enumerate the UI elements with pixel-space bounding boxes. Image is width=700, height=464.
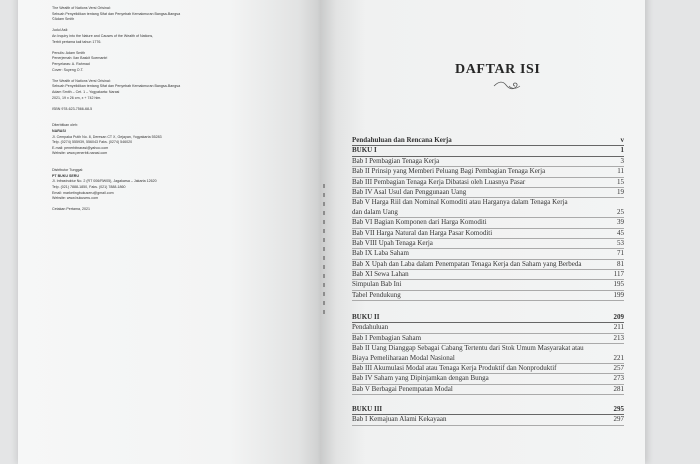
toc-entry-page: 297 bbox=[613, 415, 624, 424]
ornament-swirl-icon bbox=[492, 80, 522, 92]
copyright-line: E-mail: penerbitnarasi@yahoo.com bbox=[52, 145, 109, 150]
toc-entry-title: Bab IV Asal Usul dan Penggunaan Uang bbox=[352, 187, 467, 196]
copyright-line: Sebuah Penyelidikan tentang Sifat dan Penyebab Kemakmuran Bangsa-Bangsa bbox=[52, 84, 181, 89]
toc-entry-page: 81 bbox=[617, 259, 624, 268]
toc-entry bbox=[352, 374, 624, 384]
copyright-line: Judul Asli: bbox=[52, 28, 69, 33]
toc-entry-title: Bab VI Bagian Komponen dari Harga Komoditi bbox=[352, 218, 487, 227]
toc-entry-title: BUKU I bbox=[352, 146, 377, 155]
toc-entry-title: BUKU II bbox=[352, 313, 380, 321]
toc-entry-title: Bab I Pembagian Tenaga Kerja bbox=[352, 156, 440, 165]
toc-entry-title: Bab XI Sewa Lahan bbox=[352, 270, 409, 279]
copyright-line: Terbit pertama kali tahun 1776. bbox=[52, 39, 102, 44]
toc-entry bbox=[352, 146, 624, 156]
toc-entry-title: Bab X Upah dan Laba dalam Penempatan Tenaga Kerja dan Saham yang Berbeda bbox=[352, 259, 582, 268]
toc-section-buku-3 bbox=[352, 405, 624, 426]
toc-entry bbox=[352, 323, 624, 333]
toc-entry-page: 213 bbox=[613, 333, 624, 342]
toc-entry-title: Bab V Berbagai Penempatan Modal bbox=[352, 384, 453, 393]
toc-entry-page: 25 bbox=[617, 207, 624, 216]
copyright-line: The Wealth of Nations Versi Orisinal: bbox=[52, 6, 111, 10]
copyright-line: ©Adam Smith bbox=[52, 17, 75, 22]
toc-entry bbox=[352, 344, 624, 353]
toc-title: DAFTAR ISI bbox=[455, 62, 541, 77]
toc-section-buku-2 bbox=[352, 313, 624, 395]
toc-entry bbox=[352, 313, 624, 323]
copyright-line: 2021, 19 x 26 cm, x + 742 hlm. bbox=[52, 95, 102, 100]
toc-entry-page: 19 bbox=[617, 187, 624, 196]
copyright-line: Cover: Suyeng O.T. bbox=[52, 67, 84, 72]
toc-entry-title: Bab I Kemajuan Alami Kekayaan bbox=[352, 415, 447, 424]
toc-entry-title: Bab III Akumulasi Modal atau Tenaga Kerja Produktif dan Nonproduktif bbox=[352, 363, 557, 372]
copyright-line: Jl. Infrastruktur No. 2 (RT 006/RW05), Jagakarsa – Jakarta 12620 bbox=[52, 179, 157, 184]
toc-entry-page: 199 bbox=[613, 290, 624, 299]
toc-entry bbox=[352, 405, 624, 415]
toc-entry bbox=[352, 260, 624, 270]
toc-entry-page: 211 bbox=[613, 323, 624, 332]
copyright-line: Cetakan Pertama, 2021 bbox=[52, 207, 90, 212]
toc-entry-page: 15 bbox=[617, 177, 624, 186]
toc-entry-page: 117 bbox=[613, 270, 624, 279]
toc-entry bbox=[352, 270, 624, 280]
toc-entry bbox=[352, 415, 624, 425]
copyright-line: ISBN 978-623-7566-68-5 bbox=[52, 106, 93, 111]
toc-entry bbox=[352, 385, 624, 395]
toc-entry bbox=[352, 354, 624, 364]
toc-entry-title: Bab II Uang Dianggap Sebagai Cabang Tertentu dari Stok Umum Masyarakat atau bbox=[352, 344, 584, 353]
copyright-line: Telp. (021) 7888-1850, Faks. (021) 7888-1860 bbox=[52, 185, 126, 189]
toc-entry-page: 39 bbox=[617, 218, 624, 227]
toc-entry bbox=[352, 167, 624, 177]
copyright-line: Website: www.penerbit-narasi.com bbox=[52, 151, 108, 156]
copyright-line: Penulis: Adam Smith bbox=[52, 50, 86, 55]
copyright-text-block bbox=[52, 6, 202, 213]
toc-entry-title: Bab VIII Upah Tenaga Kerja bbox=[352, 238, 433, 247]
toc-entry bbox=[352, 229, 624, 239]
toc-entry-page: 1 bbox=[620, 146, 624, 155]
toc-entry bbox=[352, 136, 624, 146]
toc-section-intro-buku-1 bbox=[352, 136, 624, 301]
toc-entry-title: Biaya Pemeliharaan Modal Nasional bbox=[352, 353, 455, 362]
toc-entry bbox=[352, 239, 624, 249]
copyright-line: Penerjemah: Ilan Baskit Soemantri bbox=[52, 56, 108, 61]
toc-entry-title: dan dalam Uang bbox=[352, 207, 398, 216]
toc-entry-title: Simpulan Bab Ini bbox=[352, 280, 402, 289]
copyright-line: Jl. Cempaka Putih No. 8, Deresan CT X, Gejayan, Yogyakarta 55283 bbox=[52, 134, 162, 139]
toc-entry-title: Bab III Pembagian Tenaga Kerja Dibatasi oleh Luasnya Pasar bbox=[352, 177, 526, 186]
toc-entry bbox=[352, 291, 624, 301]
toc-entry bbox=[352, 334, 624, 344]
toc-entry bbox=[352, 218, 624, 228]
copyright-line: NARASI bbox=[52, 129, 66, 134]
toc-entry-title: Pendahuluan bbox=[352, 323, 389, 332]
copyright-line: Website: www.bukuseru.com bbox=[52, 196, 99, 201]
toc-entry-page: 295 bbox=[613, 405, 624, 413]
toc-entry-page: 273 bbox=[613, 374, 624, 383]
toc-entry bbox=[352, 208, 624, 218]
toc-entry-page: v bbox=[620, 136, 624, 144]
copyright-line: PT BUKU SERU bbox=[52, 173, 79, 178]
copyright-line: Sebuah Penyelidikan tentang Sifat dan Penyebab Kemakmuran Bangsa-Bangsa bbox=[52, 11, 181, 16]
copyright-line: Diterbitkan oleh: bbox=[52, 123, 78, 128]
toc-entry-page: 45 bbox=[617, 228, 624, 237]
copyright-line: The Wealth of Nations Versi Orisinal: bbox=[52, 78, 111, 83]
toc-entry-page: 281 bbox=[613, 384, 624, 393]
copyright-line: Penyelaras: A. Rahmad bbox=[52, 61, 90, 66]
copyright-line: An Inquiry into the Nature and Causes of the Wealth of Nations, bbox=[52, 33, 154, 38]
toc-entry bbox=[352, 198, 624, 207]
toc-entry-title: Bab II Prinsip yang Memberi Peluang Bagi Pembagian Tenaga Kerja bbox=[352, 167, 546, 176]
copyright-line: Email: marketingbukuseru@gmail.com bbox=[52, 190, 114, 195]
right-page-table-of-contents bbox=[320, 0, 645, 464]
toc-entry-page: 209 bbox=[613, 313, 624, 321]
toc-entry-page: 3 bbox=[620, 156, 624, 165]
toc-entry-title: Bab IV Saham yang Dipinjamkan dengan Bunga bbox=[352, 374, 489, 383]
toc-entry-page: 221 bbox=[613, 353, 624, 362]
copyright-line: Telp. (0274) 555939, 556043 Faks. (0274) 546020 bbox=[52, 140, 133, 145]
toc-entry bbox=[352, 178, 624, 188]
toc-entry bbox=[352, 188, 624, 198]
binding-stitches bbox=[323, 184, 325, 314]
toc-entry-title: Bab IX Laba Saham bbox=[352, 249, 409, 258]
toc-entry-page: 71 bbox=[617, 249, 624, 258]
toc-entry-page: 195 bbox=[613, 280, 624, 289]
toc-entry bbox=[352, 157, 624, 167]
toc-entry-title: Pendahuluan dan Rencana Kerja bbox=[352, 136, 452, 144]
toc-entry-page: 11 bbox=[617, 167, 624, 176]
copyright-line: Distributor Tunggal: bbox=[52, 168, 84, 173]
toc-entry-title: Bab VII Harga Natural dan Harga Pasar Komoditi bbox=[352, 228, 493, 237]
toc-entry-title: Bab V Harga Riil dan Nominal Komoditi atau Harganya dalam Tenaga Kerja bbox=[352, 198, 568, 207]
toc-entry bbox=[352, 364, 624, 374]
toc-entry bbox=[352, 249, 624, 259]
toc-entry-page: 53 bbox=[617, 238, 624, 247]
copyright-line: Adam Smith – Cet. 1 – Yogyakarta: Narasi bbox=[52, 89, 120, 94]
toc-entry-title: BUKU III bbox=[352, 405, 383, 413]
toc-entry-title: Tabel Pendukung bbox=[352, 290, 401, 299]
toc-entry bbox=[352, 280, 624, 290]
toc-entry-title: Bab I Pembagian Saham bbox=[352, 333, 422, 342]
toc-entry-page: 257 bbox=[613, 363, 624, 372]
left-page-copyright bbox=[18, 0, 320, 464]
